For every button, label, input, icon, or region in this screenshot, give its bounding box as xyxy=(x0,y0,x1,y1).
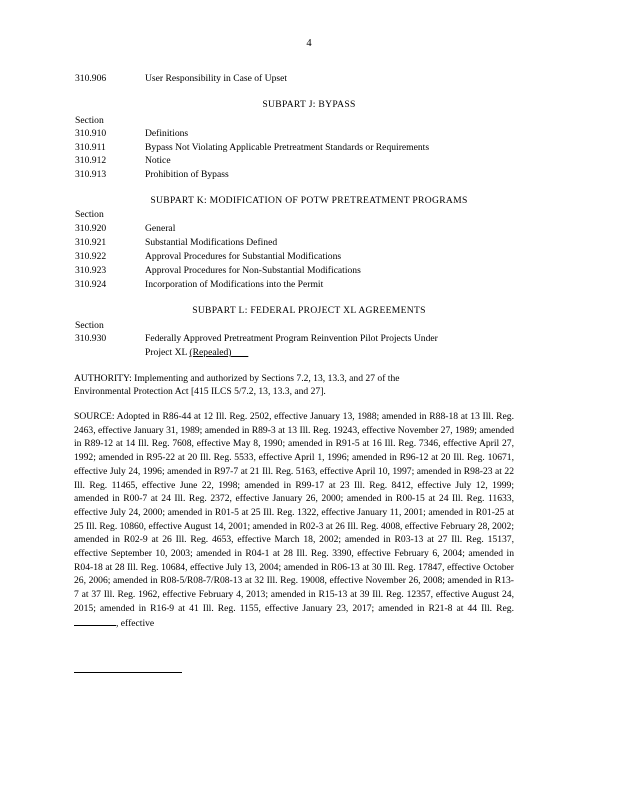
section-number: 310.920 xyxy=(75,223,107,234)
repealed-marker: (Repealed) xyxy=(189,347,232,358)
section-title-continued xyxy=(145,347,248,359)
section-label: Section xyxy=(75,320,104,331)
section-label: Section xyxy=(75,209,104,220)
section-number: 310.922 xyxy=(75,251,107,262)
authority-line-2: Environmental Protection Act [415 ILCS 5/7.2, 13, 13.3, and 27]. xyxy=(74,386,326,397)
section-title: Federally Approved Pretreatment Program Reinvention Pilot Projects Under xyxy=(145,333,438,344)
section-title: Prohibition of Bypass xyxy=(145,169,229,180)
subpart-j-heading: SUBPART J: BYPASS xyxy=(262,99,356,110)
source-tail: , effective xyxy=(116,617,155,629)
page-number: 4 xyxy=(306,38,312,49)
section-title: General xyxy=(145,223,176,234)
section-title: Definitions xyxy=(145,128,189,139)
subpart-k-heading: SUBPART K: MODIFICATION OF POTW PRETREATMENT PROGRAMS xyxy=(150,195,468,206)
section-title-line2: Project XL xyxy=(145,347,188,358)
section-title: User Responsibility in Case of Upset xyxy=(145,73,288,84)
section-title: Bypass Not Violating Applicable Pretreatment Standards or Requirements xyxy=(145,142,430,153)
source-note xyxy=(74,410,514,630)
subpart-l-heading: SUBPART L: FEDERAL PROJECT XL AGREEMENTS xyxy=(192,305,426,316)
section-number: 310.923 xyxy=(75,265,107,276)
section-title: Approval Procedures for Substantial Modifications xyxy=(145,251,342,262)
section-number: 310.911 xyxy=(75,142,106,153)
section-title: Incorporation of Modifications into the Permit xyxy=(145,279,324,290)
authority-line-1: AUTHORITY: Implementing and authorized by Sections 7.2, 13, 13.3, and 27 of the xyxy=(74,373,400,384)
section-number: 310.921 xyxy=(75,237,107,248)
section-title: Approval Procedures for Non-Substantial Modifications xyxy=(145,265,361,276)
section-number: 310.913 xyxy=(75,169,107,180)
section-label: Section xyxy=(75,115,104,126)
section-number: 310.930 xyxy=(75,333,107,344)
section-number: 310.912 xyxy=(75,155,107,166)
blank-line xyxy=(74,616,116,626)
source-text: SOURCE: Adopted in R86-44 at 12 Ill. Reg. 2502, effective January 13, 1988; amended in R88-18 at 13 Ill. Reg. 2463, effective January 31, 1989; amended in R89-3 at 13 Ill. Reg. 19243, effective November 27, 1989; amended in R89-12 at 14 Ill. Reg. 7608, effective May 8, 1990; amended in R91-5 at 16 Ill. Reg. 7346, effective April 27, 1992; amended in R95-22 at 20 Ill. Reg. 5533, effective April 1, 1996; amended in R96-12 at 20 Ill. Reg. 10671, effective July 24, 1996; amended in R97-7 at 21 Ill. Reg. 5163, effective April 10, 1997; amended in R98-23 at 22 Ill. Reg. 11465, effective June 22, 1998; amended in R99-17 at 23 Ill. Reg. 8412, effective July 12, 1999; amended in R00-7 at 24 Ill. Reg. 2372, effective January 26, 2000; amended in R00-15 at 24 Ill. Reg. 11633, effective July 24, 2000; amended in R01-5 at 25 Ill. Reg. 1322, effective January 11, 2001; amended in R01-25 at 25 Ill. Reg. 10860, effective August 14, 2001; amended in R02-3 at 26 Ill. Reg. 4008, effective February 28, 2002; amended in R02-9 at 26 Ill. Reg. 4653, effective March 18, 2002; amended in R03-13 at 27 Ill. Reg. 15137, effective September 10, 2003; amended in R04-1 at 28 Ill. Reg. 3390, effective February 6, 2004; amended in R04-18 at 28 Ill. Reg. 10684, effective July 13, 2004; amended in R06-13 at 30 Ill. Reg. 17847, effective October 26, 2006; amended in R08-5/R08-7/R08-13 at 32 Ill. Reg. 19008, effective November 26, 2008; amended in R13-7 at 37 Ill. Reg. 1962, effective February 4, 2013; amended in R15-13 at 39 Ill. Reg. 12357, effective August 24, 2015; amended in R16-9 at 41 Ill. Reg. 1155, effective January 23, 2017; amended in R21-8 at 44 Ill. Reg. xyxy=(74,411,514,614)
section-number: 310.910 xyxy=(75,128,107,139)
section-title: Substantial Modifications Defined xyxy=(145,237,278,248)
section-number: 310.906 xyxy=(75,73,107,84)
footnote-separator xyxy=(74,672,182,673)
section-title: Notice xyxy=(145,155,171,166)
section-number: 310.924 xyxy=(75,279,107,290)
